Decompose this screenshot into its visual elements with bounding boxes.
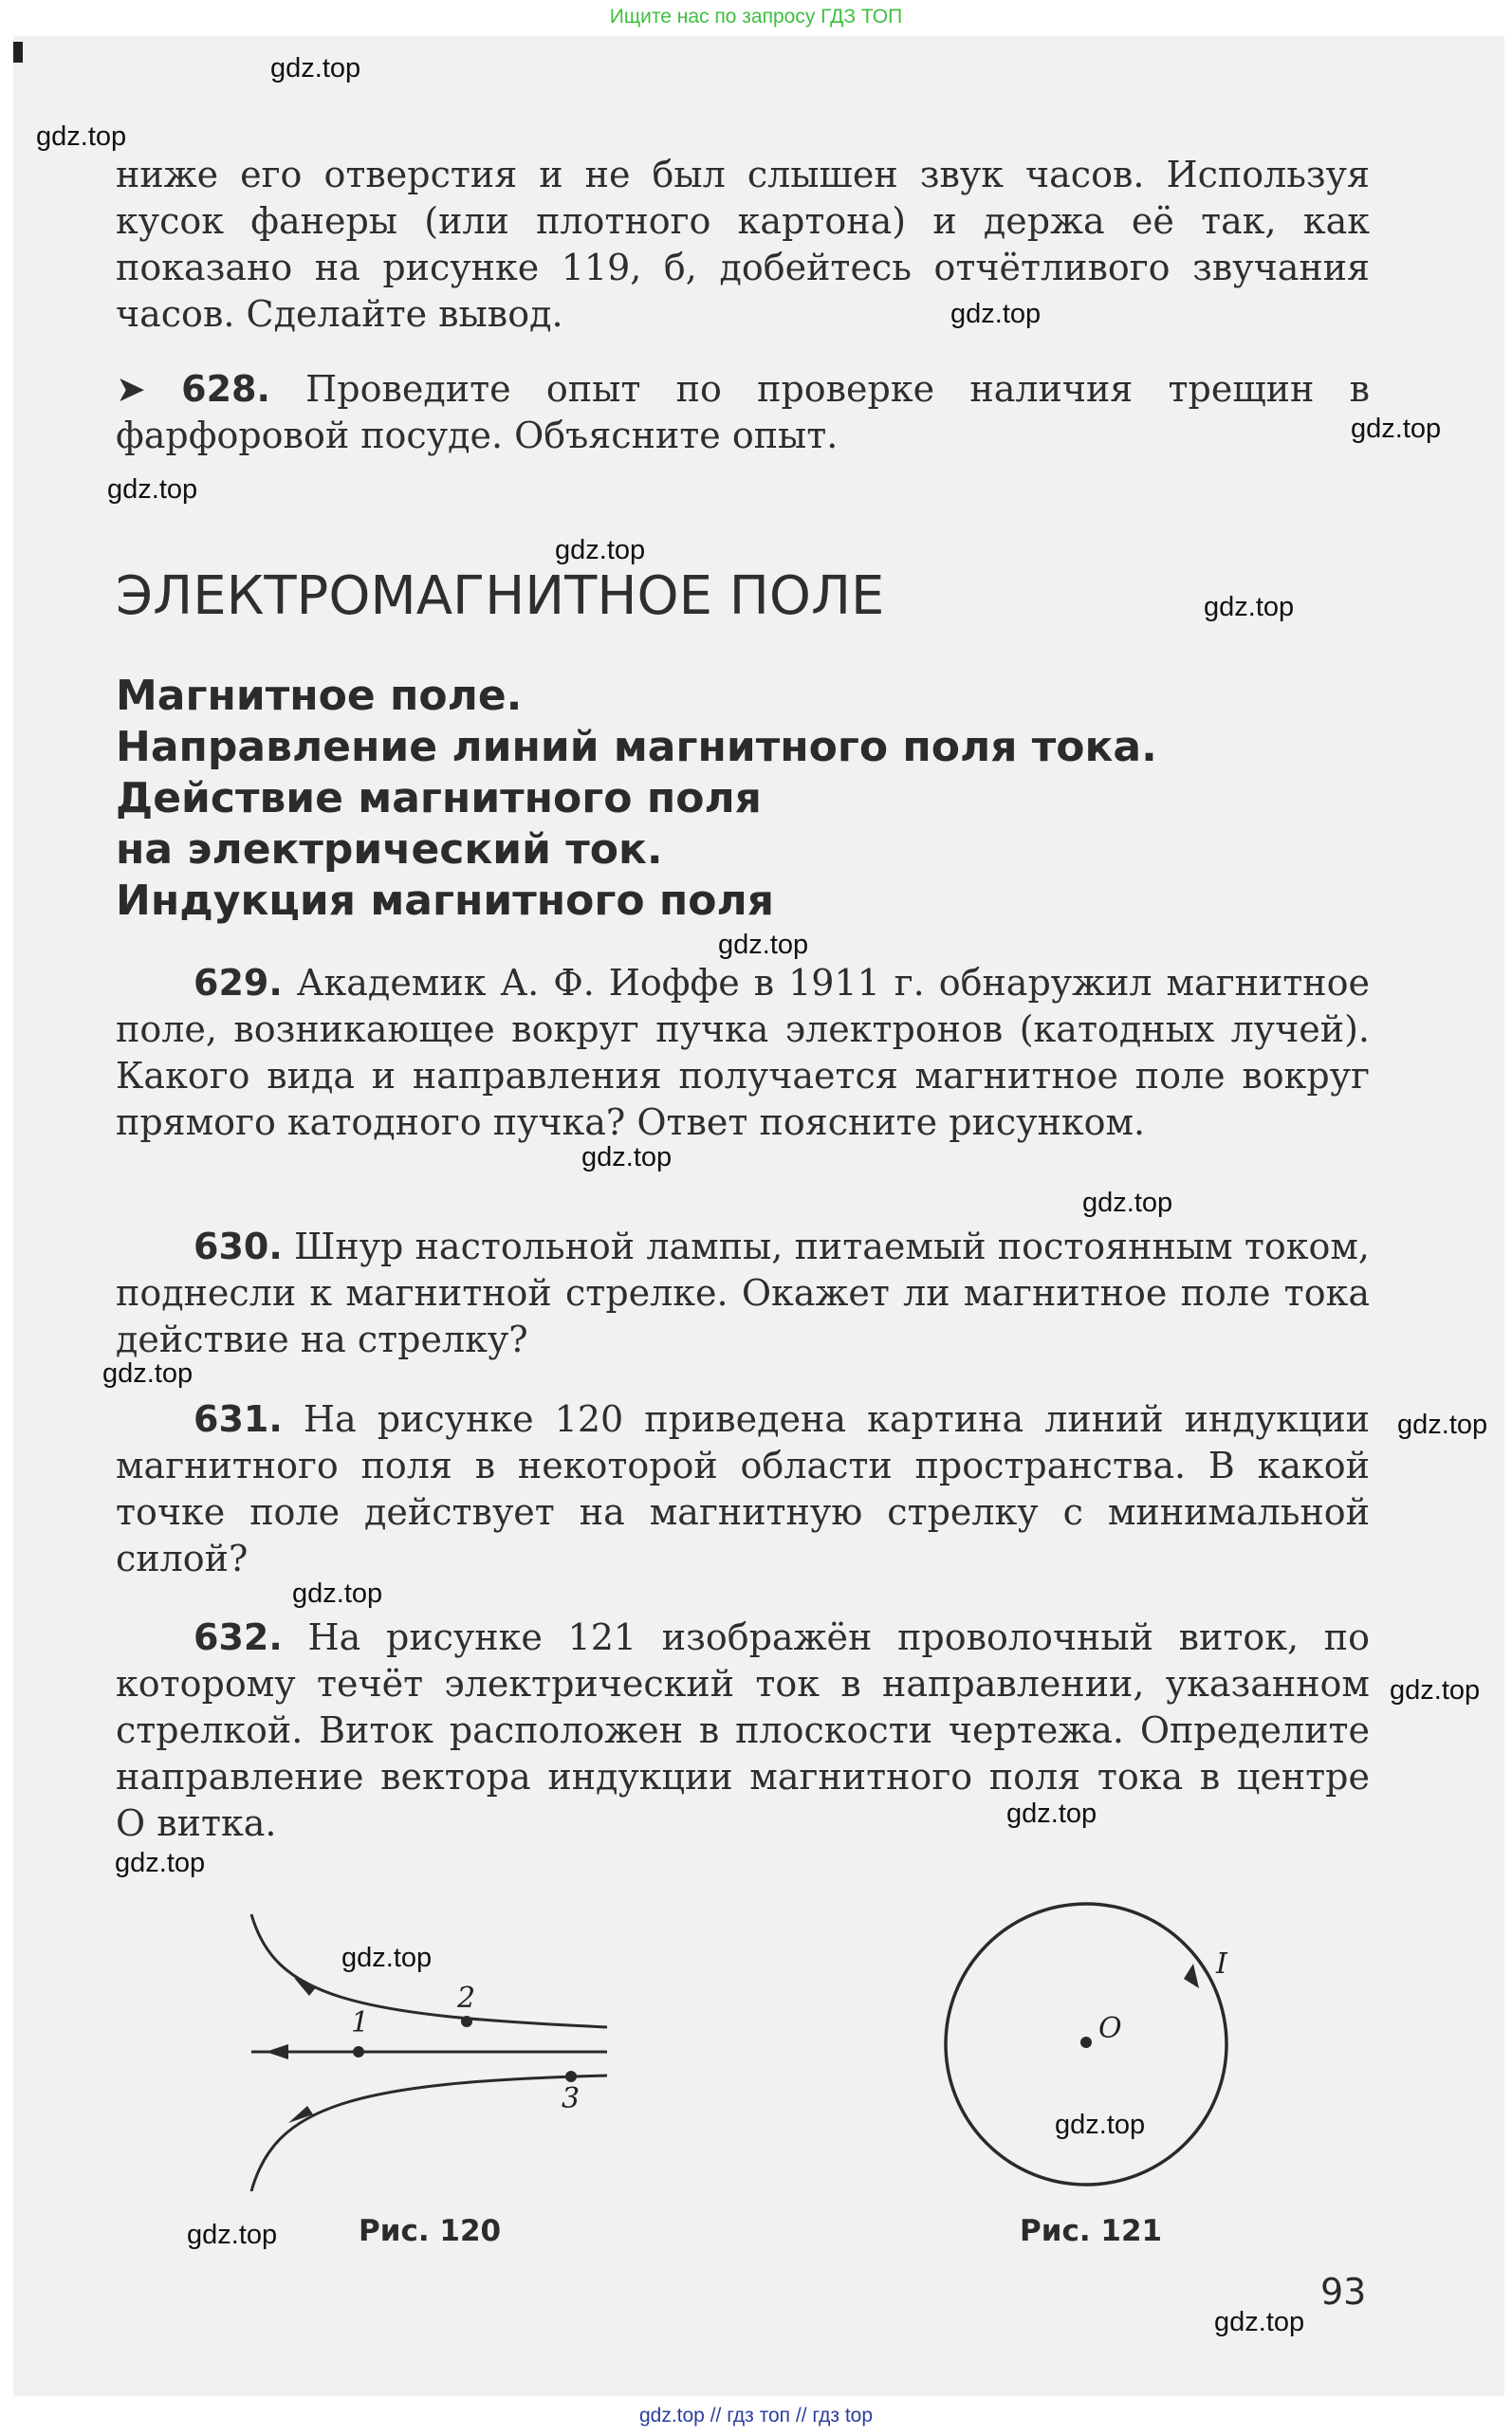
point-3-label: 3 — [562, 2082, 581, 2115]
center-point — [1080, 2037, 1092, 2048]
arrowhead-icon — [266, 2044, 288, 2059]
watermark[interactable]: gdz.top — [1214, 2307, 1305, 2337]
field-line-bottom — [251, 2076, 607, 2191]
watermark[interactable]: gdz.top — [107, 474, 198, 505]
top-banner[interactable]: Ищите нас по запросу ГДЗ ТОП — [609, 6, 903, 28]
problem-631 — [116, 1396, 1370, 1582]
watermark[interactable]: gdz.top — [1006, 1799, 1097, 1829]
center-label: O — [1098, 2012, 1122, 2045]
bottom-banner[interactable]: gdz.top // гдз топ // гдз top — [638, 2405, 874, 2427]
arrowhead-icon — [288, 2106, 313, 2123]
problem-text: Проведите опыт по проверке наличия трещин в фарфоровой посуде. Объясните опыт. — [116, 368, 1370, 456]
problem-number: 628. — [181, 368, 270, 410]
current-label: I — [1216, 1947, 1227, 1981]
problem-text: На рисунке 120 приведена картина линий индукции магнитного поля в некоторой области пространства. В какой точке поле действует на магнитную стрелку с минимальной силой? — [116, 1398, 1370, 1579]
problem-632 — [116, 1615, 1370, 1847]
point-2-label: 2 — [457, 1982, 476, 2015]
watermark[interactable]: gdz.top — [36, 121, 127, 152]
topic-line: Магнитное поле. — [116, 672, 523, 720]
topic-line: Направление линий магнитного поля тока. — [116, 723, 1157, 771]
problem-text: Шнур настольной лампы, питаемый постоянным током, поднесли к магнитной стрелке. Окажет ли магнитное поле тока действие на стрелку? — [116, 1226, 1370, 1360]
watermark[interactable]: gdz.top — [270, 53, 361, 83]
paragraph-627-continuation — [116, 152, 1370, 338]
current-arrow-icon — [1184, 1964, 1199, 1988]
figure-120-caption: Рис. 120 — [359, 2214, 502, 2248]
problem-630 — [116, 1224, 1370, 1363]
point-2 — [461, 2016, 472, 2027]
point-1 — [353, 2046, 364, 2058]
arrowhead-icon — [294, 1978, 317, 1996]
marker-arrow-icon: ➤ — [116, 368, 146, 410]
watermark[interactable]: gdz.top — [1351, 414, 1442, 444]
watermark[interactable]: gdz.top — [1082, 1188, 1173, 1218]
watermark[interactable]: gdz.top — [292, 1578, 383, 1609]
problem-number: 632. — [194, 1616, 283, 1658]
watermark[interactable]: gdz.top — [581, 1142, 673, 1172]
topic-line: на электрический ток. — [116, 825, 663, 874]
watermark[interactable]: gdz.top — [1397, 1410, 1488, 1440]
topic-line: Индукция магнитного поля — [116, 877, 774, 925]
watermark[interactable]: gdz.top — [1055, 2110, 1146, 2140]
page-number: 93 — [1320, 2271, 1367, 2313]
watermark[interactable]: gdz.top — [1390, 1675, 1481, 1706]
watermark[interactable]: gdz.top — [115, 1848, 206, 1878]
page-corner-mark — [13, 42, 23, 63]
problem-number: 631. — [194, 1398, 283, 1440]
problem-number: 629. — [194, 962, 283, 1004]
watermark[interactable]: gdz.top — [341, 1943, 433, 1973]
section-title: ЭЛЕКТРОМАГНИТНОЕ ПОЛЕ — [116, 565, 885, 627]
problem-628 — [116, 366, 1370, 459]
point-3 — [565, 2071, 577, 2082]
point-1-label: 1 — [351, 2006, 370, 2039]
problem-text: Академик А. Ф. Иоффе в 1911 г. обнаружил магнитное поле, возникающее вокруг пучка электронов (катодных лучей). Какого вида и направления получается магнитное поле вокруг прямого катодного пучка? Ответ поясните рисунком. — [116, 962, 1370, 1143]
topic-heading — [116, 671, 1157, 927]
watermark[interactable]: gdz.top — [718, 930, 809, 960]
watermark[interactable]: gdz.top — [555, 535, 646, 565]
topic-line: Действие магнитного поля — [116, 774, 762, 822]
figure-121-caption: Рис. 121 — [1020, 2214, 1163, 2248]
watermark[interactable]: gdz.top — [102, 1358, 194, 1389]
problem-text: На рисунке 121 изображён проволочный виток, по которому течёт электрический ток в направлении, указанном стрелкой. Виток расположен в плоскости чертежа. Определите направление вектора индукции магнитного поля тока в центре O витка. — [116, 1616, 1370, 1844]
watermark[interactable]: gdz.top — [950, 299, 1042, 329]
paragraph-627-text: ниже его отверстия и не был слышен звук часов. Используя кусок фанеры (или плотного картона) и держа её так, как показано на рисунке 119, б, добейтесь отчётливого звучания часов. Сделайте вывод. — [116, 154, 1370, 335]
watermark[interactable]: gdz.top — [187, 2220, 278, 2250]
watermark[interactable]: gdz.top — [1204, 592, 1295, 622]
problem-629 — [116, 960, 1370, 1146]
figure-121 — [939, 1897, 1271, 2201]
problem-number: 630. — [194, 1226, 283, 1267]
